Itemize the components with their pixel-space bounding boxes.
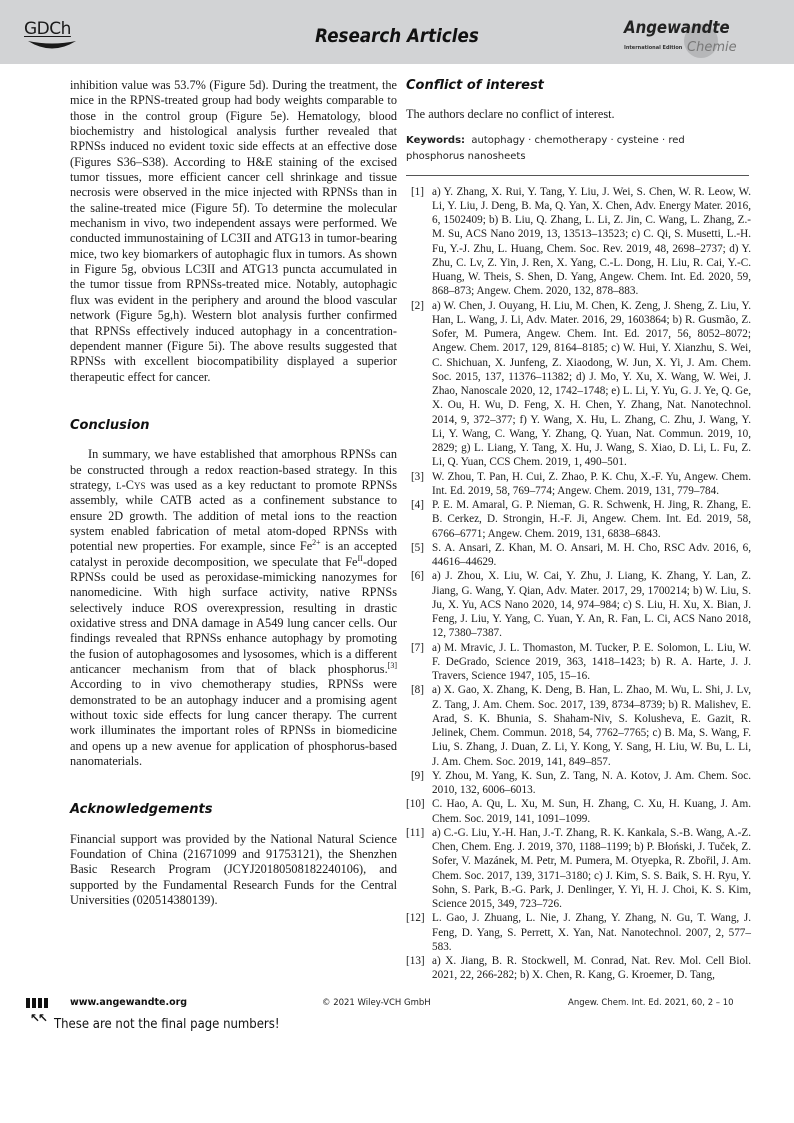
conclusion-text: According to in vivo chemotherapy studies, RPNSs were demonstrated to be an autophagy inducer and a promising agent without toxic side effects for lung cancer therapy. The current work illuminates the important roles of RPNSs in biomedicine and opens up a new avenue for application of phosphorus-based nanomaterials. xyxy=(70,677,397,769)
reference-number: [12] xyxy=(406,912,425,925)
results-paragraph: inhibition value was 53.7% (Figure 5d). During the treatment, the mice in the RPNS-treated group had body weights comparable to those in the control group (Figure 5e). Hematology, blood biochemistry and histological analysis further revealed that RPNSs induced no evident toxic side effects at an effective dose (Figures S36–S38). According to H&E staining of the excised tumor tissues, more efficient cancer cell shrinkage and tissue necrosis were observed in the mice injected with RPNSs than in the saline-treated mice (Figure 5f). To determine the molecular mechanism in vivo, two independent assays were performed. We conducted immunostaining of LC3II and ATG13 in tumor-bearing mice, two key biomarkers of autophagic flux in tumors. As shown in Figure 5g, obvious LC3II and ATG13 puncta accumulated in the tumor tissue from RPNSs-treated mice. Notably, autophagic flux was evident in the periphery and around the blood vascular network (Figure 5g,h). Western blot analysis further confirmed that RPNSs effectively induced autophagy in a concentration-dependent manner (Figure 5i). The above results suggested that RPNSs with excellent biocompatibility displayed a superior therapeutic effect for cancer. xyxy=(70,78,397,384)
reference-item xyxy=(406,826,751,912)
conclusion-lcys: l-Cys xyxy=(116,477,146,492)
superscript: 2+ xyxy=(312,538,321,548)
page-marker-icon xyxy=(26,998,48,1008)
reference-text: L. Gao, J. Zhuang, L. Nie, J. Zhang, Y. Zhang, N. Gu, T. Wang, J. Feng, D. Yang, S. Perrett, X. Yan, Nat. Nanotechnol. 2007, 2, 577–583. xyxy=(432,912,751,953)
keywords xyxy=(406,133,706,165)
reference-text: a) J. Zhou, X. Liu, W. Cai, Y. Zhu, J. Liang, K. Zhang, Y. Lan, Z. Jiang, G. Wang, Y. Qian, Adv. Mater. 2017, 29, 1700214; b) W. Liu, S. Ju, X. Yu, ACS Nano 2020, 14, 974–984; c) S. Liu, H. Xu, X. Bian, J. Feng, J. Liu, Y. Yang, C. Yuan, Y. An, R. Fan, L. Ci, ACS Nano 2018, 12, 7380–7387. xyxy=(432,570,751,640)
conclusion-text: was used as a key reductant to promote RPNSs assembly, while CATB acted as a confinement substance to ensure 2D growth. The addition of metal ions to the reaction system enabled fabrication of metal atom-doped RPNSs with potential new properties. For example, since Fe xyxy=(70,477,397,554)
reference-item xyxy=(406,470,751,499)
reference-item xyxy=(406,911,751,954)
reference-number: [13] xyxy=(406,955,425,968)
conflict-text: The authors declare no conflict of interest. xyxy=(406,107,615,122)
copyright: © 2021 Wiley-VCH GmbH xyxy=(322,998,431,1008)
reference-text: a) C.-G. Liu, Y.-H. Han, J.-T. Zhang, R. K. Kankala, S.-B. Wang, A.-Z. Chen, Chem. Eng. J. 2019, 370, 1188–1199; b) P. Błoński, J. Tuček, Z. Sofer, V. Mazánek, M. Petr, M. Pumera, M. Otyepka, R. Zbořil, J. Am. Chem. Soc. 2017, 139, 3171–3180; c) J. Kim, S. S. Baik, S. H. Ryu, Y. Sohn, S. Park, B.-G. Park, J. Denlinger, Y. Yi, H. J. Choi, K. S. Kim, Science 2015, 349, 723–726. xyxy=(432,826,751,911)
conclusion-text: is an accepted catalyst in peroxide decomposition, we speculate that Fe xyxy=(70,539,397,569)
reference-text: Y. Zhou, M. Yang, K. Sun, Z. Tang, N. A. Kotov, J. Am. Chem. Soc. 2010, 132, 6006–6013. xyxy=(432,769,751,797)
references-list xyxy=(406,185,751,983)
right-column xyxy=(406,78,751,983)
logo-name: Angewandte xyxy=(624,18,730,38)
acknowledgements-heading: Acknowledgements xyxy=(70,802,213,818)
conclusion-paragraph xyxy=(70,447,397,769)
reference-text: a) X. Jiang, B. R. Stockwell, M. Conrad, Nat. Rev. Mol. Cell Biol. 2021, 22, 266-282; b) X. Chen, R. Kang, G. Kroemer, D. Tang, xyxy=(432,955,751,982)
reference-number: [10] xyxy=(406,798,425,811)
reference-number: [3] xyxy=(410,470,424,483)
left-column xyxy=(70,78,397,909)
reference-text: a) Y. Zhang, X. Rui, Y. Tang, Y. Liu, J. Wei, S. Chen, W. R. Leow, W. Li, Y. Liu, J. Deng, B. Ma, Q. Yan, X. Chen, Adv. Energy Mater. 2016, 6, 1502409; b) B. Liu, Q. Zhang, L. Li, Z. Jin, C. Wang, L. Zhang, Z.-M. Su, ACS Nano 2019, 13, 13513–13523; c) C. Qi, S. Musetti, L.-H. Fu, Y.-J. Zhu, L. Huang, Chem. Soc. Rev. 2019, 48, 2698–2737; d) Y. Zhu, C. Lv, Z. Yin, J. Ren, X. Yang, C.-L. Dong, H. Liu, R. Cai, Y.-C. Huang, W. Theis, S. Shen, D. Yang, Angew. Chem. Int. Ed. 2020, 59, 868–873; Angew. Chem. 2020, 132, 878–883. xyxy=(432,185,751,298)
reference-text: P. E. M. Amaral, G. P. Nieman, G. R. Schwenk, H. Jing, R. Zhang, E. B. Cerkez, D. Strongin, H.-F. Ji, Angew. Chem. Int. Ed. 2019, 58, 6766–6771; Angew. Chem. 2019, 131, 6838–6843. xyxy=(432,499,751,540)
arrow-up-left-icon: ↖↖ xyxy=(30,1011,47,1025)
reference-item xyxy=(406,954,751,983)
page-header xyxy=(0,0,794,64)
reference-text: S. A. Ansari, Z. Khan, M. O. Ansari, M. H. Cho, RSC Adv. 2016, 6, 44616–44629. xyxy=(432,541,751,569)
logo-sub: Chemie xyxy=(687,40,737,55)
reference-number: [9] xyxy=(410,769,424,782)
proof-note: These are not the final page numbers! xyxy=(54,1017,280,1032)
reference-number: [6] xyxy=(410,570,424,583)
reference-number: [2] xyxy=(410,299,424,312)
reference-number: [4] xyxy=(410,499,424,512)
keywords-list: autophagy · chemotherapy · cysteine · red phosphorus nanosheets xyxy=(406,134,685,162)
conflict-heading: Conflict of interest xyxy=(406,78,544,93)
acknowledgements-paragraph: Financial support was provided by the National Natural Science Foundation of China (21671099 and 91753121), the Shenzhen Basic Research Program (JCYJ20180508182240106), and supported by the Fundamental Research Funds for the Central Universities (020514380139). xyxy=(70,831,397,908)
keywords-label: Keywords: xyxy=(406,134,466,146)
reference-item xyxy=(406,299,751,470)
citation-link[interactable]: [3] xyxy=(387,660,397,670)
logo-edition: International Edition xyxy=(624,45,683,51)
page-footer xyxy=(0,998,794,1038)
reference-item xyxy=(406,683,751,769)
reference-item xyxy=(406,498,751,541)
conclusion-text: In summary, we have established that amorphous RPNSs can be constructed through a redox reaction-based strategy. In this strategy, xyxy=(70,447,397,492)
reference-item xyxy=(406,797,751,826)
reference-number: [1] xyxy=(410,185,424,198)
section-title: Research Articles xyxy=(315,25,479,47)
angewandte-logo xyxy=(624,18,774,58)
reference-text: C. Hao, A. Qu, L. Xu, M. Sun, H. Zhang, C. Xu, H. Kuang, J. Am. Chem. Soc. 2019, 141, 1091–1099. xyxy=(432,798,751,825)
references-divider xyxy=(406,175,749,176)
reference-item xyxy=(406,185,751,299)
reference-number: [5] xyxy=(410,541,424,554)
reference-number: [8] xyxy=(410,684,424,697)
reference-item xyxy=(406,641,751,684)
reference-item xyxy=(406,569,751,640)
reference-text: a) X. Gao, X. Zhang, K. Deng, B. Han, L. Zhao, M. Wu, L. Shi, J. Lv, Z. Tang, J. Am. Chem. Soc. 2017, 139, 8734–8739; b) R. Malishev, E. Arad, S. K. Bhunia, S. Shaham-Niv, S. Kolusheva, E. Gazit, R. Jelinek, Chem. Commun. 2018, 54, 7762–7765; c) B. Ma, S. Wang, F. Liu, S. Zhang, J. Duan, Z. Li, Y. Kong, Y. Sang, H. Liu, W. Bu, L. Li, J. Am. Chem. Soc. 2019, 141, 849–857. xyxy=(432,684,751,768)
reference-text: W. Zhou, T. Pan, H. Cui, Z. Zhao, P. K. Chu, X.-F. Yu, Angew. Chem. Int. Ed. 2019, 58, 769–774; Angew. Chem. 2019, 131, 779–784. xyxy=(432,470,751,497)
reference-text: a) M. Mravic, J. L. Thomaston, M. Tucker, P. E. Solomon, L. Liu, W. F. DeGrado, Science 2019, 363, 1418–1423; b) R. A. Harte, J. J. Travers, Science 1947, 105, 15–16. xyxy=(432,641,751,683)
gdch-logo-text: GDCh xyxy=(24,19,71,39)
conclusion-text: -doped RPNSs could be used as peroxidase-mimicking nanozymes for nanomedicine. With high surface activity, native RPNSs selectively induce ROS overexpression, resulting in drastic oxidative stress and DNA damage in A549 lung cancer cells. Our findings revealed that RPNSs enhance autophagy by promoting the fusion of autophagosomes and lysosomes, which is a different anticancer mechanism from that of black phosphorus. xyxy=(70,554,397,677)
reference-text: a) W. Chen, J. Ouyang, H. Liu, M. Chen, K. Zeng, J. Sheng, Z. Liu, Y. Han, L. Wang, J. Li, Adv. Mater. 2016, 29, 1603864; b) R. Gusmão, Z. Sofer, M. Pumera, Angew. Chem. Int. Ed. 2017, 56, 8052–8072; Angew. Chem. 2017, 129, 8164–8185; c) W. Hui, Y. Xianzhu, S. Wei, C. Shichuan, X. Junfeng, Z. Xiaodong, W. Jun, X. Yi, J. Am. Chem. Soc. 2015, 137, 11376–11382; d) J. Mo, Y. Xu, X. Wang, W. Wei, J. Zhao, Nanoscale 2020, 12, 1742–1748; e) L. Li, Y. Yu, G. J. Ye, Q. Ge, X. Ou, H. Wu, D. Feng, X. H. Chen, Y. Zhang, Nat. Nanotechnol. 2014, 9, 372–377; f) Y. Wang, X. Hu, L. Zhang, C. Zhu, J. Wang, Y. Li, Y. Wang, C. Wang, Y. Zhang, Q. Yuan, Nat. Commun. 2019, 10, 2829; g) L. Liang, Y. Tang, X. Hu, J. Wang, S. Xiao, D. Li, L. Fu, Z. Li, Q. Yuan, CCS Chem. 2019, 1, 490–501. xyxy=(432,299,751,469)
conclusion-heading: Conclusion xyxy=(70,417,150,433)
reference-number: [11] xyxy=(406,826,425,839)
reference-item xyxy=(406,541,751,570)
journal-citation: Angew. Chem. Int. Ed. 2021, 60, 2 – 10 xyxy=(568,998,734,1008)
superscript: II xyxy=(357,553,363,563)
reference-number: [7] xyxy=(410,641,424,654)
journal-url[interactable]: www.angewandte.org xyxy=(70,997,188,1008)
reference-item xyxy=(406,769,751,798)
